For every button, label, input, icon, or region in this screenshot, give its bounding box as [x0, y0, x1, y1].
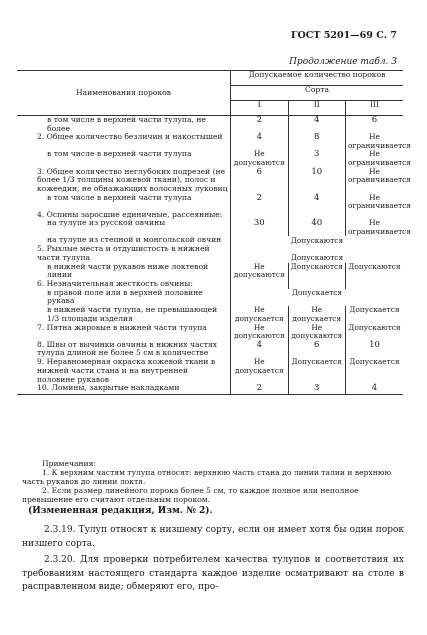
page-header: ГОСТ 5201—69 С. 7	[290, 30, 397, 41]
row-label: 3. Общее количество неглубоких подрезей (не более 1/3 толщины кожевой ткани), полос и кожеедин, не обнажающих волосяных луковиц	[17, 168, 231, 194]
table-row	[17, 219, 403, 236]
cell-sort-1: Не допускаются	[231, 150, 288, 167]
cell-sort-3: Не ограничивается	[348, 132, 411, 150]
table-row	[17, 324, 403, 341]
column-header-sort-3: III	[346, 101, 404, 116]
column-header-name: Наименования пороков	[17, 71, 231, 116]
cell-sort-3: 4	[346, 384, 404, 394]
cell-sort-1: Не допускаются	[231, 324, 288, 341]
cell-sort-3: Не ограничивается	[348, 166, 411, 185]
cell-sort-1: 2	[231, 116, 288, 134]
row-label: 10. Ломины, закрытые накладками	[17, 384, 231, 394]
cell-sort-3: 6	[371, 115, 378, 125]
table-row	[17, 263, 403, 280]
notes-title: Примечания:	[42, 459, 96, 468]
cell-sort-3: Не ограничивается	[348, 218, 411, 236]
cell-sort-2: 4	[288, 194, 345, 211]
cell-sort-1: Не допускаются	[231, 263, 288, 280]
cell-sort-2: 8	[288, 133, 345, 150]
defects-table	[17, 70, 411, 395]
cell-all-sorts: Допускаются	[290, 235, 344, 245]
column-header-sort: Сорта	[231, 86, 403, 101]
table-row	[17, 116, 403, 134]
cell-sort-2: 6	[288, 341, 345, 358]
table-row	[17, 245, 403, 262]
row-label: 6. Незначительная жесткость овчины:	[17, 280, 231, 289]
table-row	[17, 194, 403, 211]
cell-sort-2: Допускаются	[288, 263, 345, 280]
cell-sort-1: 4	[231, 133, 288, 150]
table-continuation-label: Продолжение табл. 3	[289, 57, 397, 67]
cell-sort-2: 40	[288, 219, 345, 236]
paragraph-2-3-20	[22, 554, 404, 595]
table-row	[17, 341, 403, 358]
cell-all-sorts: Допускаются	[290, 253, 344, 263]
row-label: 5. Рыхлые места и отдушистость в нижней части тулупа	[17, 245, 231, 262]
cell-sort-2: 3	[288, 384, 345, 394]
cell-sort-2: 3	[288, 150, 345, 167]
column-header-sort-1: I	[231, 101, 288, 116]
amendment-note: (Измененная редакция, Изм. № 2).	[28, 506, 213, 516]
cell-sort-3: 10	[369, 339, 380, 350]
row-label: в нижней части рукавов ниже локтевой линии	[17, 263, 231, 280]
cell-sort-1: 30	[231, 219, 288, 236]
cell-sort-3: Допускаются	[348, 261, 401, 271]
row-label: в том числе в верхней части тулупа	[17, 150, 231, 167]
cell-sort-3: Допускается	[349, 305, 400, 315]
cell-sort-1: 2	[231, 194, 288, 211]
row-label: в нижней части тулупа, не превышающей 1/3 площади изделия	[17, 306, 231, 323]
note-item: 1. К верхним частям тулупа относят: верхнюю часть стана до линии талии и верхнюю часть рукавов до линии локтя.	[22, 468, 392, 487]
column-header-group: Допускаемое количество пороков	[231, 71, 403, 86]
note-item: 2. Если размер линейного порока более 5 см, то каждое полное или неполное превышение его считают отдельным пороком.	[22, 486, 359, 505]
cell-sort-2: 4	[288, 116, 345, 134]
cell-sort-1: 6	[231, 168, 288, 194]
cell-sort-1: Не допускается	[231, 306, 288, 323]
row-label: на тулупе из русской овчины	[17, 219, 231, 236]
row-label: в том числе в верхней части тулупа	[17, 194, 231, 211]
row-label: 9. Неравномерная окраска кожевой ткани в нижней части стана и на внутренней половине рукавов	[17, 358, 231, 384]
cell-all-sorts: Допускается	[291, 287, 343, 297]
cell-sort-3: Не ограничивается	[348, 192, 411, 211]
table-row	[17, 168, 403, 194]
row-label: 8. Швы от вычинки овчины в нижних частях тулупа длиной не более 5 см в количестве	[17, 341, 231, 358]
row-label: 4. Оспины заросшие единичные, рассеянные:	[17, 211, 231, 220]
cell-sort-3: Допускаются	[348, 322, 401, 332]
column-header-sort-2: II	[288, 101, 345, 116]
cell-sort-2: Не допускаются	[288, 324, 345, 341]
table-row	[17, 306, 403, 323]
row-label: на тулупе из степной и монгольской овчин	[17, 236, 231, 245]
cell-sort-3: Допускается	[349, 357, 400, 367]
paragraph-text: 2.3.20. Для проверки потребителем качества тулупов и соответствия их требованиям настоящего стандарта каждое изделие осматривают на столе в расправленном виде; обмеряют его, про-	[22, 555, 404, 592]
cell-sort-1: 2	[231, 384, 288, 394]
table-row	[17, 150, 403, 167]
row-label: в том числе в верхней части тулупа, не более	[17, 116, 231, 134]
row-label: 7. Пятна жировые в нижней части тулупа	[17, 324, 231, 341]
paragraph-2-3-19	[22, 524, 404, 551]
cell-sort-2: Допускается	[288, 358, 345, 384]
table-row	[17, 133, 403, 150]
table-notes	[22, 459, 404, 505]
cell-sort-1: Не допускается	[231, 358, 288, 384]
table-row	[17, 384, 403, 394]
cell-sort-3: Не ограничивается	[348, 149, 411, 167]
table-row	[17, 358, 403, 384]
table-row	[17, 289, 403, 306]
cell-sort-2: Не допускается	[288, 306, 345, 323]
row-label: в правой поле или в верхней половине рукава	[17, 289, 231, 306]
cell-sort-1: 4	[231, 341, 288, 358]
cell-sort-2: 10	[288, 168, 345, 194]
paragraph-text: 2.3.19. Тулуп относят к низшему сорту, если он имеет хотя бы один порок низшего сорта.	[22, 525, 404, 549]
row-label: 2. Общее количество безличин и накостышей	[17, 133, 231, 150]
